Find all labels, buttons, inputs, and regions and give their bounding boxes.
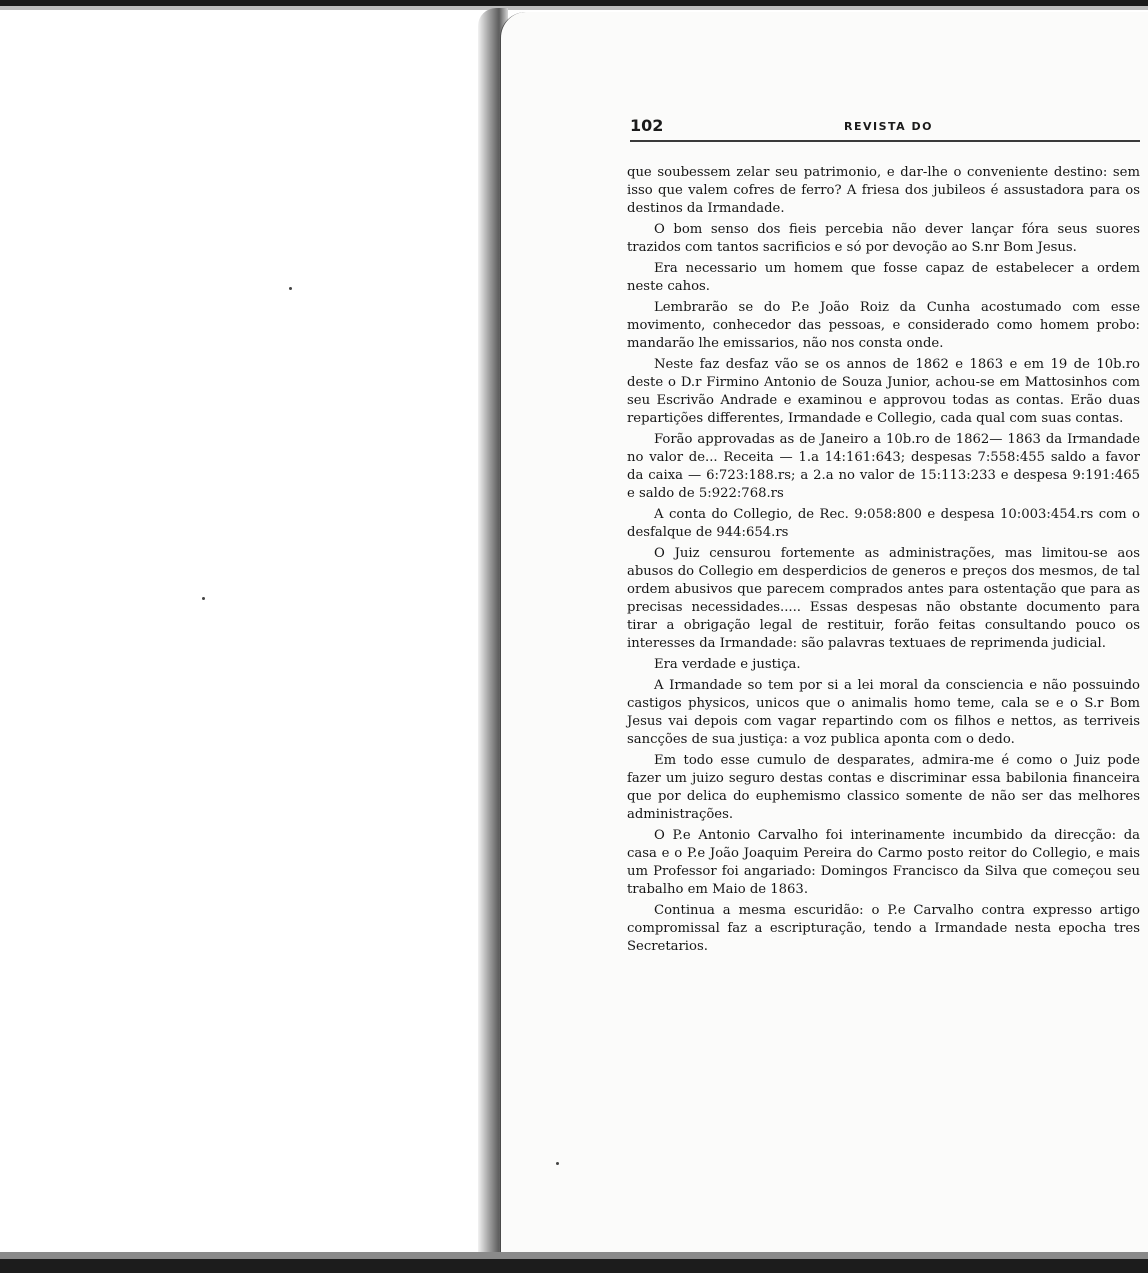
scan-speck	[289, 287, 292, 290]
paragraph: Lembrarão se do P.e João Roiz da Cunha acostumado com esse movimento, conhecedor das pessoas, e considerado como homem probo: mandarão lhe emissarios, não nos consta onde.	[627, 300, 1140, 351]
paragraph: Continua a mesma escuridão: o P.e Carvalho contra expresso artigo compromissal faz a escripturação, tendo a Irmandade nesta epocha tres Secretarios.	[627, 903, 1140, 954]
scan-speck	[556, 1162, 559, 1165]
paragraph: O bom senso dos fieis percebia não dever lançar fóra seus suores trazidos com tantos sacrificios e só por devoção ao S.nr Bom Jesus.	[627, 222, 1140, 255]
paragraph: Neste faz desfaz vão se os annos de 1862 e 1863 e em 19 de 10b.ro deste o D.r Firmino Antonio de Souza Junior, achou-se em Mattosinhos com seu Escrivão Andrade e examinou e approvou todas as contas. Erão duas repartições differentes, Irmandade e Collegio, cada qual com suas contas.	[627, 357, 1140, 426]
paragraph: Forão approvadas as de Janeiro a 10b.ro de 1862— 1863 da Irmandade no valor de... Receita — 1.a 14:161:643; despesas 7:558:455 saldo a favor da caixa — 6:723:188.rs; a 2.a no valor de 15:113:233 e despesa 9:191:465 e saldo de 5:922:768.rs	[627, 432, 1140, 501]
paragraph: Em todo esse cumulo de desparates, admira-me é como o Juiz pode fazer um juizo seguro destas contas e discriminar essa babilonia financeira que por delica do euphemismo classico somente de não ser das melhores administrações.	[627, 753, 1140, 822]
paragraph: que soubessem zelar seu patrimonio, e dar-lhe o conveniente destino: sem isso que valem cofres de ferro? A friesa dos jubileos é assustadora para os destinos da Irmandade.	[627, 165, 1140, 216]
page-number: 102	[630, 116, 664, 135]
scan-bottom-edge	[0, 1259, 1148, 1273]
scan-speck	[202, 597, 205, 600]
running-head: REVISTA DO	[844, 120, 933, 133]
paragraph: O P.e Antonio Carvalho foi interinamente incumbido da direcção: da casa e o P.e João Joaquim Pereira do Carmo posto reitor do Collegio, e mais um Professor foi angariado: Domingos Francisco da Silva que começou seu trabalho em Maio de 1863.	[627, 828, 1140, 897]
paragraph: A conta do Collegio, de Rec. 9:058:800 e despesa 10:003:454.rs com o desfalque de 944:654.rs	[627, 507, 1140, 540]
paragraph: Era necessario um homem que fosse capaz de estabelecer a ordem neste cahos.	[627, 261, 1140, 294]
scan-top-shadow	[0, 6, 1148, 10]
paragraph: A Irmandade so tem por si a lei moral da consciencia e não possuindo castigos physicos, unicos que o animalis homo teme, cala se e o S.r Bom Jesus vai depois com vagar repartindo com os filhos e nettos, as terriveis sancções de sua justiça: a voz publica aponta com o dedo.	[627, 678, 1140, 747]
paragraph: Era verdade e justiça.	[654, 657, 801, 672]
page-header	[630, 116, 1140, 142]
scan-bottom-shadow	[0, 1252, 1148, 1259]
paragraph: O Juiz censurou fortemente as administrações, mas limitou-se aos abusos do Collegio em desperdicios de generos e preços dos mesmos, de tal ordem abusivos que parecem comprados antes para ostentação que para as precisas necessidades..... Essas despesas não obstante documento para tirar a obrigação legal de restituir, forão feitas consultando pouco os interesses da Irmandade: são palavras textuaes de reprimenda judicial.	[627, 546, 1140, 651]
body-text	[627, 164, 1140, 956]
